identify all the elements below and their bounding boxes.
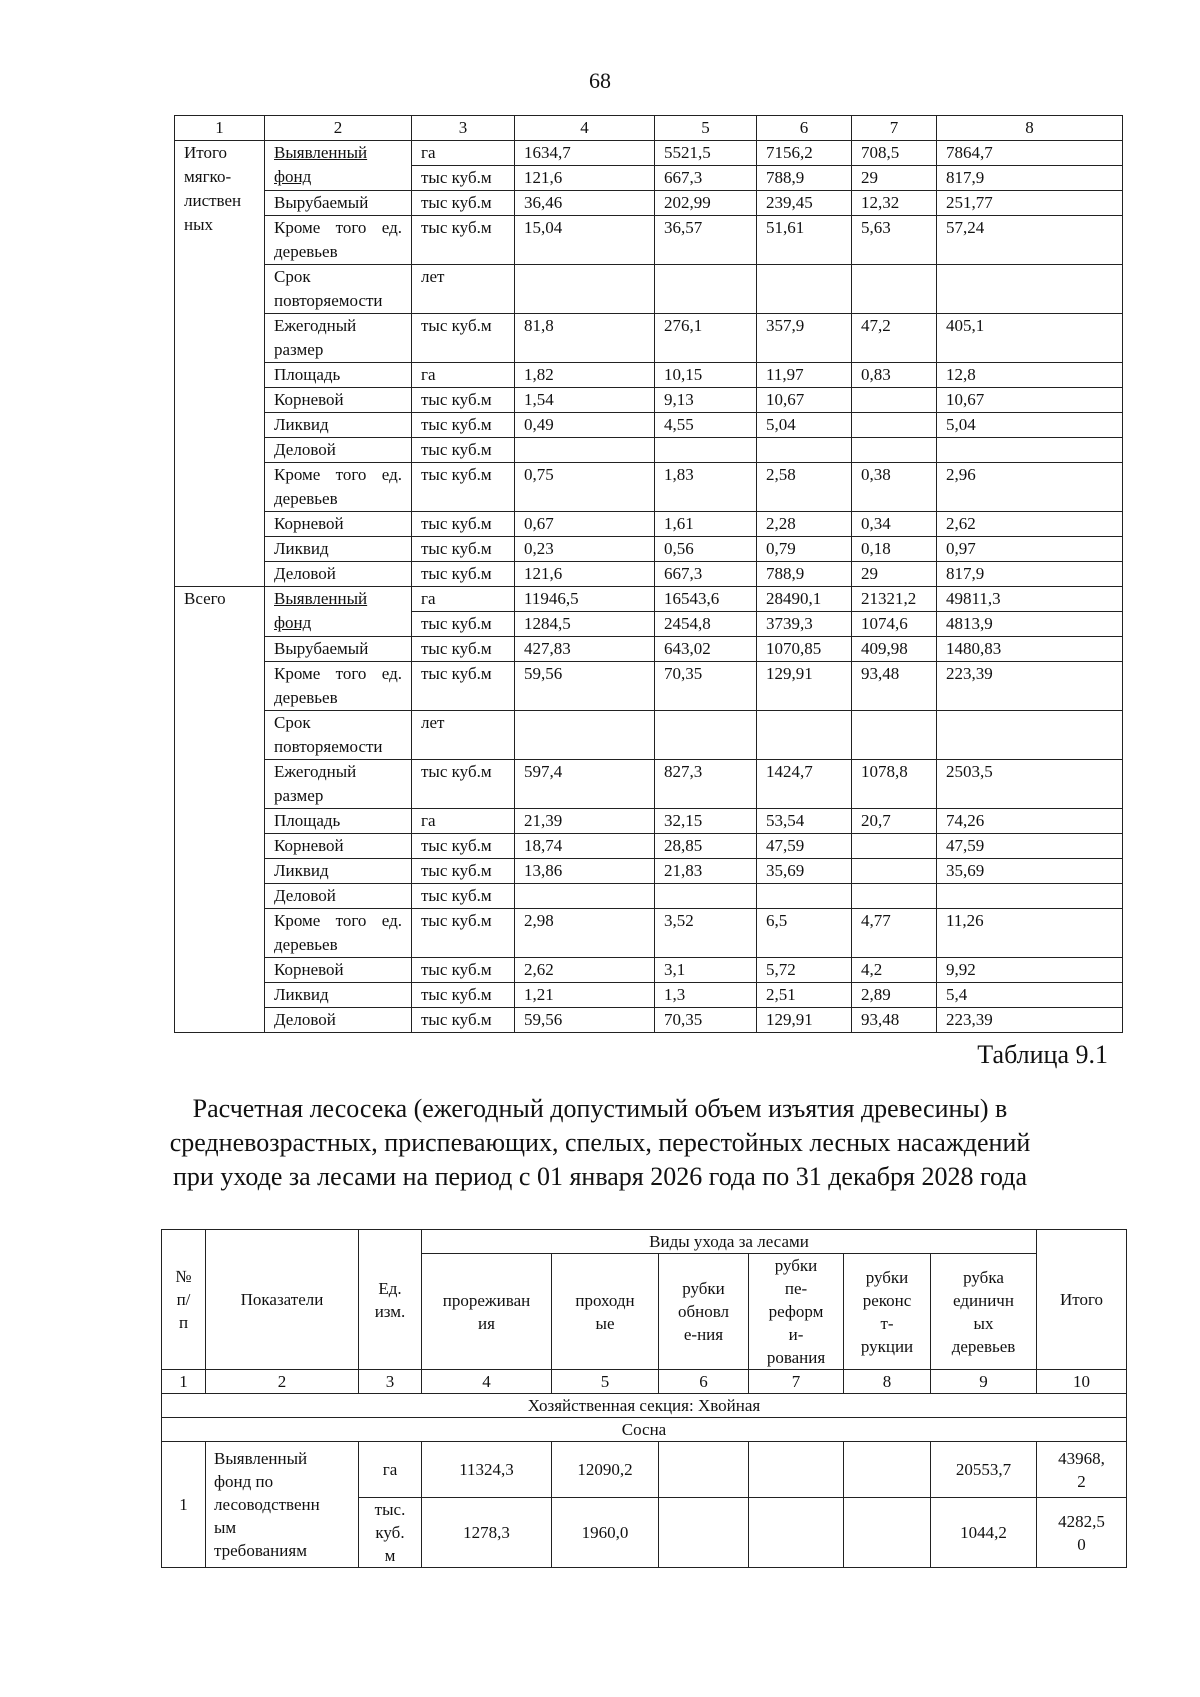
cell-value: 21321,2 (852, 587, 937, 612)
cell-value (852, 413, 937, 438)
table-row (175, 909, 1123, 958)
column-number: 3 (412, 116, 515, 141)
cell-value: 21,83 (655, 859, 757, 884)
cell-value (515, 884, 655, 909)
column-number: 5 (552, 1370, 659, 1394)
header-row (162, 1230, 1127, 1254)
cell-value: 7864,7 (937, 141, 1123, 166)
cell-value: 0,49 (515, 413, 655, 438)
indicator-name: Деловой (265, 884, 412, 909)
cell-value: 1078,8 (852, 760, 937, 809)
cell-value: 1,21 (515, 983, 655, 1008)
cell-value (515, 711, 655, 760)
cell-value: 15,04 (515, 216, 655, 265)
table-row (175, 884, 1123, 909)
indicator-name: Ликвид (265, 537, 412, 562)
row-value (659, 1498, 749, 1568)
table-row (175, 859, 1123, 884)
cell-value: 1,54 (515, 388, 655, 413)
cell-value: 9,92 (937, 958, 1123, 983)
cell-value: 16543,6 (655, 587, 757, 612)
cell-value (852, 859, 937, 884)
table-row (175, 216, 1123, 265)
table-title-line: средневозрастных, приспевающих, спелых, перестойных лесных насаждений (169, 1128, 1031, 1157)
table-row (175, 587, 1123, 612)
table-row (162, 1442, 1127, 1498)
row-value (659, 1442, 749, 1498)
indicator-name: Корневой (265, 512, 412, 537)
column-number: 1 (162, 1370, 206, 1394)
table-caption-label: Таблица 9.1 (977, 1040, 1108, 1069)
cell-value: 239,45 (757, 191, 852, 216)
table-row (175, 314, 1123, 363)
cell-value: 2,51 (757, 983, 852, 1008)
cell-value: 35,69 (937, 859, 1123, 884)
cell-value (757, 711, 852, 760)
column-number: 3 (359, 1370, 422, 1394)
cell-value: 817,9 (937, 166, 1123, 191)
cell-value: 47,59 (757, 834, 852, 859)
row-indicator: Выявленный фонд по лесоводственн ым требованиям (206, 1442, 359, 1568)
cell-value: 0,75 (515, 463, 655, 512)
table-row (175, 537, 1123, 562)
unit: тыс куб.м (412, 512, 515, 537)
group-label: Всего (175, 587, 265, 1033)
cell-value: 2,62 (937, 512, 1123, 537)
indicator-name: Ликвид (265, 413, 412, 438)
header-care-type: прореживан ия (422, 1254, 552, 1370)
unit: га (412, 363, 515, 388)
cell-value: 121,6 (515, 562, 655, 587)
cell-value (655, 265, 757, 314)
unit: тыс куб.м (412, 983, 515, 1008)
cell-value: 93,48 (852, 1008, 937, 1033)
row-value (844, 1498, 931, 1568)
header-care-type: рубки обновл е-ния (659, 1254, 749, 1370)
cell-value: 9,13 (655, 388, 757, 413)
cell-value: 51,61 (757, 216, 852, 265)
cell-value: 708,5 (852, 141, 937, 166)
column-number: 4 (422, 1370, 552, 1394)
header-care-types-group: Виды ухода за лесами (422, 1230, 1037, 1254)
table-row (175, 711, 1123, 760)
table-row (175, 637, 1123, 662)
row-value: 1960,0 (552, 1498, 659, 1568)
unit: тыс куб.м (412, 884, 515, 909)
table-row (175, 809, 1123, 834)
cell-value: 12,8 (937, 363, 1123, 388)
column-number: 9 (931, 1370, 1037, 1394)
cell-value: 1480,83 (937, 637, 1123, 662)
cell-value: 49811,3 (937, 587, 1123, 612)
cell-value: 1074,6 (852, 612, 937, 637)
cell-value: 2,96 (937, 463, 1123, 512)
section-row (162, 1394, 1127, 1418)
table-row (175, 413, 1123, 438)
cell-value: 0,79 (757, 537, 852, 562)
column-number: 7 (749, 1370, 844, 1394)
column-numbers-row (162, 1370, 1127, 1394)
unit: тыс куб.м (412, 463, 515, 512)
cell-value: 643,02 (655, 637, 757, 662)
cell-value: 2454,8 (655, 612, 757, 637)
column-number: 8 (844, 1370, 931, 1394)
unit: га (412, 141, 515, 166)
cell-value: 11,26 (937, 909, 1123, 958)
header-total: Итого (1037, 1230, 1127, 1370)
indicator-name: Ежегодный размер (265, 760, 412, 809)
unit: тыс куб.м (412, 760, 515, 809)
cell-value: 35,69 (757, 859, 852, 884)
cell-value: 1424,7 (757, 760, 852, 809)
cell-value: 0,38 (852, 463, 937, 512)
cell-value (757, 438, 852, 463)
row-unit: га (359, 1442, 422, 1498)
cell-value (757, 265, 852, 314)
unit: га (412, 587, 515, 612)
cell-value: 59,56 (515, 1008, 655, 1033)
cell-value: 5,04 (937, 413, 1123, 438)
cell-value: 276,1 (655, 314, 757, 363)
indicator-name: Ежегодный размер (265, 314, 412, 363)
cell-value: 121,6 (515, 166, 655, 191)
row-total: 4282,5 0 (1037, 1498, 1127, 1568)
cell-value: 4,2 (852, 958, 937, 983)
row-value: 20553,7 (931, 1442, 1037, 1498)
cell-value: 202,99 (655, 191, 757, 216)
indicator-name: Кроме того ед. деревьев (265, 463, 412, 512)
unit: га (412, 809, 515, 834)
indicator-name: Вырубаемый (265, 637, 412, 662)
table-title (100, 1092, 1100, 1194)
table-title-line: при уходе за лесами на период с 01 января 2026 года по 31 декабря 2028 года (173, 1162, 1027, 1191)
table-title-line: Расчетная лесосека (ежегодный допустимый объем изъятия древесины) в (192, 1094, 1008, 1123)
header-care-type: рубка единичн ых деревьев (931, 1254, 1037, 1370)
cell-value (852, 711, 937, 760)
cell-value: 2503,5 (937, 760, 1123, 809)
cell-value: 5,63 (852, 216, 937, 265)
row-value: 11324,3 (422, 1442, 552, 1498)
unit: тыс куб.м (412, 314, 515, 363)
indicator-name: Площадь (265, 363, 412, 388)
cell-value: 129,91 (757, 1008, 852, 1033)
cell-value: 0,83 (852, 363, 937, 388)
cell-value (852, 884, 937, 909)
cell-value: 0,18 (852, 537, 937, 562)
indicator-name: Деловой (265, 438, 412, 463)
page-number: 68 (589, 68, 611, 93)
section-label: Хозяйственная секция: Хвойная (162, 1394, 1127, 1418)
cell-value: 3739,3 (757, 612, 852, 637)
column-number: 4 (515, 116, 655, 141)
cell-value: 0,23 (515, 537, 655, 562)
cell-value: 36,57 (655, 216, 757, 265)
cell-value (937, 711, 1123, 760)
species-row (162, 1418, 1127, 1442)
table-row (175, 958, 1123, 983)
cell-value: 405,1 (937, 314, 1123, 363)
cell-value (757, 884, 852, 909)
table-continuation (174, 115, 1123, 1033)
table-row (175, 662, 1123, 711)
column-number: 8 (937, 116, 1123, 141)
indicator-name: Кроме того ед. деревьев (265, 662, 412, 711)
cell-value: 223,39 (937, 662, 1123, 711)
table-row (175, 463, 1123, 512)
table-row (175, 834, 1123, 859)
cell-value: 0,34 (852, 512, 937, 537)
indicator-name: Кроме того ед. деревьев (265, 216, 412, 265)
cell-value: 81,8 (515, 314, 655, 363)
cell-value: 1,83 (655, 463, 757, 512)
header-care-type: рубки пе- реформ и- рования (749, 1254, 844, 1370)
cell-value: 32,15 (655, 809, 757, 834)
cell-value: 1,61 (655, 512, 757, 537)
indicator-name: Корневой (265, 388, 412, 413)
column-number: 2 (206, 1370, 359, 1394)
cell-value (515, 438, 655, 463)
cell-value: 7156,2 (757, 141, 852, 166)
cell-value: 129,91 (757, 662, 852, 711)
cell-value (852, 265, 937, 314)
cell-value: 6,5 (757, 909, 852, 958)
table-row (175, 983, 1123, 1008)
unit: тыс куб.м (412, 859, 515, 884)
cell-value (852, 388, 937, 413)
unit: тыс куб.м (412, 537, 515, 562)
indicator-name: Ликвид (265, 983, 412, 1008)
cell-value: 1070,85 (757, 637, 852, 662)
cell-value: 3,52 (655, 909, 757, 958)
cell-value: 11,97 (757, 363, 852, 388)
cell-value: 357,9 (757, 314, 852, 363)
indicator-name: Площадь (265, 809, 412, 834)
header-care-type: рубки реконс т- рукции (844, 1254, 931, 1370)
cell-value: 70,35 (655, 1008, 757, 1033)
row-value (844, 1442, 931, 1498)
row-value: 1044,2 (931, 1498, 1037, 1568)
cell-value: 251,77 (937, 191, 1123, 216)
cell-value: 47,59 (937, 834, 1123, 859)
indicator-name: Ликвид (265, 859, 412, 884)
table-row (175, 191, 1123, 216)
cell-value: 1634,7 (515, 141, 655, 166)
indicator-name: Выявленный фонд (265, 587, 412, 637)
cell-value (515, 265, 655, 314)
row-value: 12090,2 (552, 1442, 659, 1498)
cell-value: 18,74 (515, 834, 655, 859)
column-number: 5 (655, 116, 757, 141)
cell-value: 0,97 (937, 537, 1123, 562)
indicator-name: Кроме того ед. деревьев (265, 909, 412, 958)
cell-value: 1,3 (655, 983, 757, 1008)
cell-value: 667,3 (655, 562, 757, 587)
unit: тыс куб.м (412, 909, 515, 958)
cell-value: 4,55 (655, 413, 757, 438)
cell-value: 788,9 (757, 562, 852, 587)
cell-value: 20,7 (852, 809, 937, 834)
unit: тыс куб.м (412, 612, 515, 637)
unit: тыс куб.м (412, 216, 515, 265)
header-indicator: Показатели (206, 1230, 359, 1370)
cell-value: 2,98 (515, 909, 655, 958)
unit: тыс куб.м (412, 958, 515, 983)
cell-value: 827,3 (655, 760, 757, 809)
cell-value: 427,83 (515, 637, 655, 662)
cell-value: 59,56 (515, 662, 655, 711)
cell-value (937, 438, 1123, 463)
cell-value: 0,56 (655, 537, 757, 562)
table-row (175, 141, 1123, 166)
cell-value: 5,04 (757, 413, 852, 438)
unit: тыс куб.м (412, 662, 515, 711)
cell-value: 5,72 (757, 958, 852, 983)
cell-value: 28490,1 (757, 587, 852, 612)
cell-value: 12,32 (852, 191, 937, 216)
header-row (175, 116, 1123, 141)
cell-value: 29 (852, 166, 937, 191)
table-row (175, 438, 1123, 463)
cell-value: 2,58 (757, 463, 852, 512)
cell-value: 21,39 (515, 809, 655, 834)
cell-value: 788,9 (757, 166, 852, 191)
cell-value (655, 884, 757, 909)
row-value (749, 1442, 844, 1498)
unit: тыс куб.м (412, 637, 515, 662)
row-unit: тыс. куб. м (359, 1498, 422, 1568)
cell-value: 57,24 (937, 216, 1123, 265)
cell-value: 2,62 (515, 958, 655, 983)
cell-value: 2,28 (757, 512, 852, 537)
cell-value: 5521,5 (655, 141, 757, 166)
header-unit: Ед. изм. (359, 1230, 422, 1370)
cell-value (937, 884, 1123, 909)
cell-value: 1284,5 (515, 612, 655, 637)
cell-value: 409,98 (852, 637, 937, 662)
row-total: 43968, 2 (1037, 1442, 1127, 1498)
header-number: № п/ п (162, 1230, 206, 1370)
unit: тыс куб.м (412, 1008, 515, 1033)
unit: тыс куб.м (412, 438, 515, 463)
cell-value (852, 438, 937, 463)
cell-value (655, 438, 757, 463)
cell-value: 2,89 (852, 983, 937, 1008)
column-number: 10 (1037, 1370, 1127, 1394)
cell-value: 1,82 (515, 363, 655, 388)
header-care-type: проходн ые (552, 1254, 659, 1370)
cell-value: 29 (852, 562, 937, 587)
table-row (175, 1008, 1123, 1033)
column-number: 6 (757, 116, 852, 141)
cell-value: 3,1 (655, 958, 757, 983)
cell-value: 53,54 (757, 809, 852, 834)
cell-value: 10,15 (655, 363, 757, 388)
group-label: Итого мягко- листвен ных (175, 141, 265, 587)
table-row (175, 760, 1123, 809)
unit: лет (412, 711, 515, 760)
row-value: 1278,3 (422, 1498, 552, 1568)
unit: тыс куб.м (412, 562, 515, 587)
unit: тыс куб.м (412, 834, 515, 859)
cell-value (655, 711, 757, 760)
cell-value: 5,4 (937, 983, 1123, 1008)
table-row (175, 562, 1123, 587)
cell-value: 13,86 (515, 859, 655, 884)
cell-value: 10,67 (757, 388, 852, 413)
cell-value: 4813,9 (937, 612, 1123, 637)
indicator-name: Вырубаемый (265, 191, 412, 216)
cell-value: 70,35 (655, 662, 757, 711)
species-label: Сосна (162, 1418, 1127, 1442)
cell-value (852, 834, 937, 859)
table-row (175, 363, 1123, 388)
column-number: 1 (175, 116, 265, 141)
cell-value: 817,9 (937, 562, 1123, 587)
unit: тыс куб.м (412, 166, 515, 191)
table-row (175, 388, 1123, 413)
table-row (175, 265, 1123, 314)
cell-value: 28,85 (655, 834, 757, 859)
cell-value: 11946,5 (515, 587, 655, 612)
cell-value: 597,4 (515, 760, 655, 809)
cell-value: 223,39 (937, 1008, 1123, 1033)
table-9-1 (161, 1229, 1127, 1568)
unit: лет (412, 265, 515, 314)
cell-value: 36,46 (515, 191, 655, 216)
column-number: 7 (852, 116, 937, 141)
cell-value: 74,26 (937, 809, 1123, 834)
indicator-name: Деловой (265, 562, 412, 587)
cell-value: 0,67 (515, 512, 655, 537)
cell-value: 93,48 (852, 662, 937, 711)
indicator-name: Деловой (265, 1008, 412, 1033)
row-number: 1 (162, 1442, 206, 1568)
indicator-name: Срок повторяемости (265, 265, 412, 314)
indicator-name: Срок повторяемости (265, 711, 412, 760)
cell-value: 10,67 (937, 388, 1123, 413)
indicator-name: Выявленный фонд (265, 141, 412, 191)
unit: тыс куб.м (412, 413, 515, 438)
table-row (175, 512, 1123, 537)
cell-value: 47,2 (852, 314, 937, 363)
indicator-name: Корневой (265, 834, 412, 859)
cell-value: 4,77 (852, 909, 937, 958)
column-number: 2 (265, 116, 412, 141)
cell-value (937, 265, 1123, 314)
unit: тыс куб.м (412, 191, 515, 216)
row-value (749, 1498, 844, 1568)
column-number: 6 (659, 1370, 749, 1394)
cell-value: 667,3 (655, 166, 757, 191)
indicator-name: Корневой (265, 958, 412, 983)
unit: тыс куб.м (412, 388, 515, 413)
